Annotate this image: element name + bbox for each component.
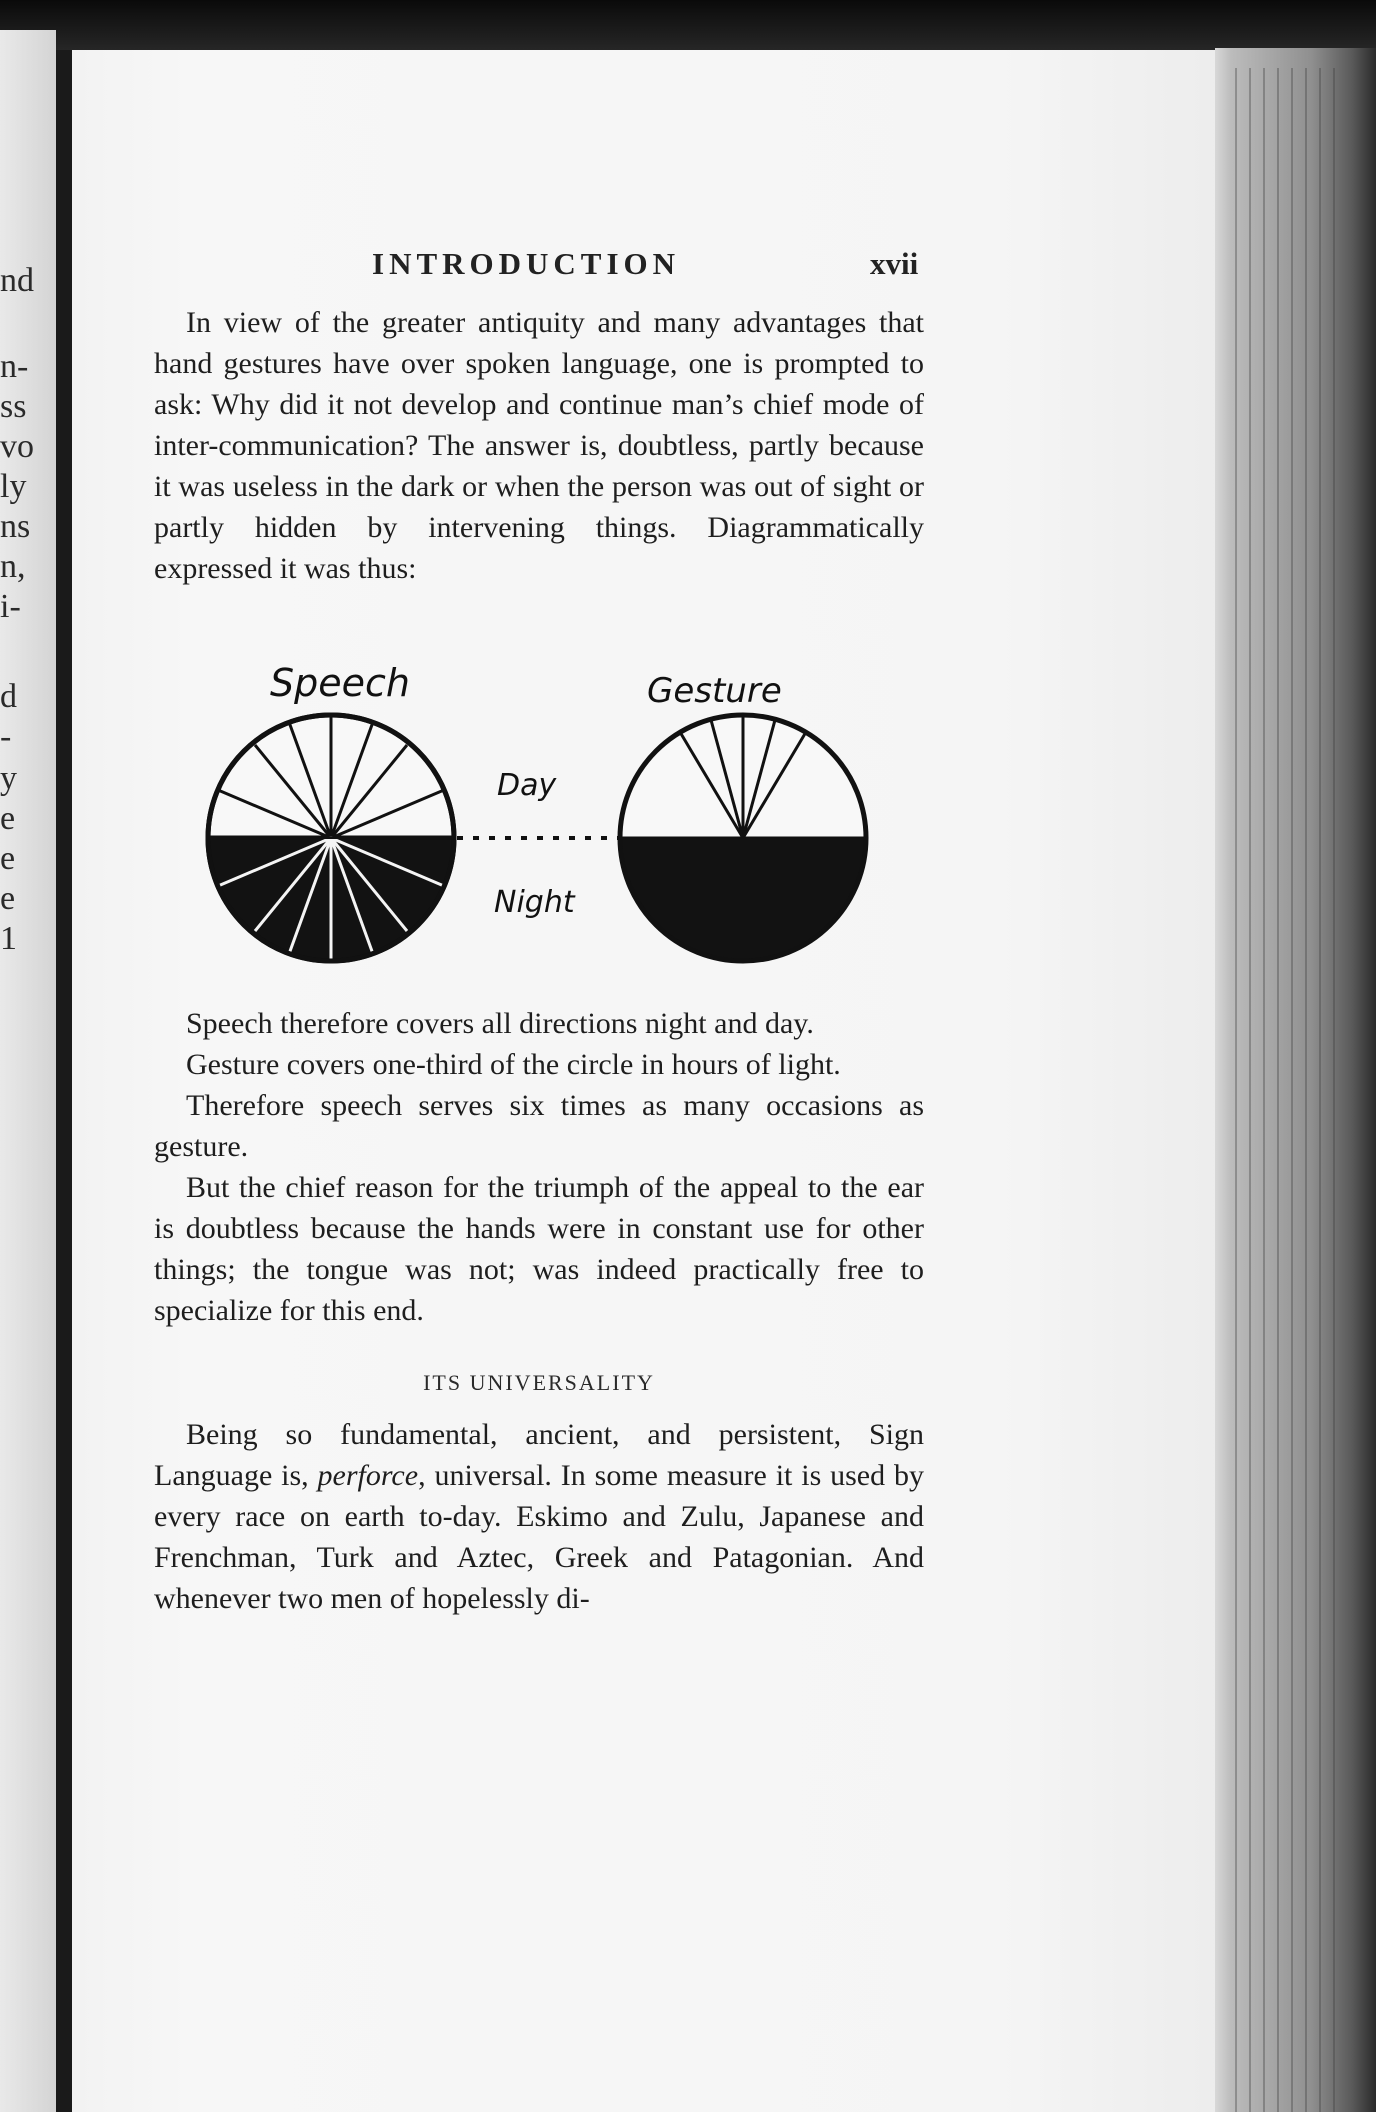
left-fragment: ns xyxy=(0,508,31,545)
left-fragment: y xyxy=(0,760,17,797)
left-fragment: 1 xyxy=(0,920,17,957)
left-fragment: e xyxy=(0,880,16,917)
universality-italic: perforce xyxy=(317,1459,419,1492)
speech-label: Speech xyxy=(270,661,410,705)
left-fragment: ly xyxy=(0,468,27,505)
book-page xyxy=(72,50,1232,2112)
left-fragment: vo xyxy=(0,428,34,465)
left-page-edge xyxy=(0,30,56,2112)
page-number: xvii xyxy=(870,246,919,281)
left-fragment: nd xyxy=(0,262,34,299)
gesture-summary-line: Gesture covers one-third of the circle in hours of light. xyxy=(186,1048,841,1081)
universality-paragraph xyxy=(154,1414,924,1619)
intro-paragraph: In view of the greater antiquity and many advantages that hand gestures have over spoken language, one is prompted to ask: Why did it not develop and continue man’s chief mode of inter-communication? The answer is, doubtless, partly because it was useless in the dark or when the person was out of sight or partly hidden by intervening things. Diagrammatically expressed it was thus: xyxy=(154,306,924,585)
right-page-edge xyxy=(1215,48,1376,2112)
ear-paragraph: But the chief reason for the triumph of the appeal to the ear is doubtless because the hands were in constant use for other things; the tongue was not; was indeed practically free to specialize for this end. xyxy=(154,1171,924,1327)
section-heading: ITS UNIVERSALITY xyxy=(423,1370,655,1395)
left-fragment: i- xyxy=(0,588,21,625)
speech-summary-line: Speech therefore covers all directions night and day. xyxy=(186,1007,814,1040)
left-fragment: e xyxy=(0,800,16,837)
universality-text-start: Being so fundamental, ancient, and persistent, Sign Language is, xyxy=(154,1418,924,1492)
speech-gesture-diagram xyxy=(192,650,892,985)
gesture-label: Gesture xyxy=(647,671,782,711)
ratio-summary-line: Therefore speech serves six times as many occasions as gesture. xyxy=(154,1089,924,1163)
gesture-circle xyxy=(620,715,866,961)
day-label: Day xyxy=(497,768,557,803)
left-fragment: d xyxy=(0,678,17,715)
night-label: Night xyxy=(494,885,575,920)
speech-circle xyxy=(208,715,454,961)
left-fragment: e xyxy=(0,840,16,877)
diagram-svg xyxy=(192,650,892,980)
top-shadow xyxy=(0,0,1376,50)
universality-text-end: , universal. In some measure it is used by every race on earth to-day. Eskimo and Zulu, Japanese and Frenchman, Turk and Aztec, Greek and Patagonian. And whenever two men of hopelessly di- xyxy=(154,1459,925,1615)
left-fragment: n- xyxy=(0,348,29,385)
left-fragment: - xyxy=(0,718,12,755)
running-header: INTRODUCTION xyxy=(372,246,681,281)
left-fragment: ss xyxy=(0,388,27,425)
left-fragment: n, xyxy=(0,548,26,585)
